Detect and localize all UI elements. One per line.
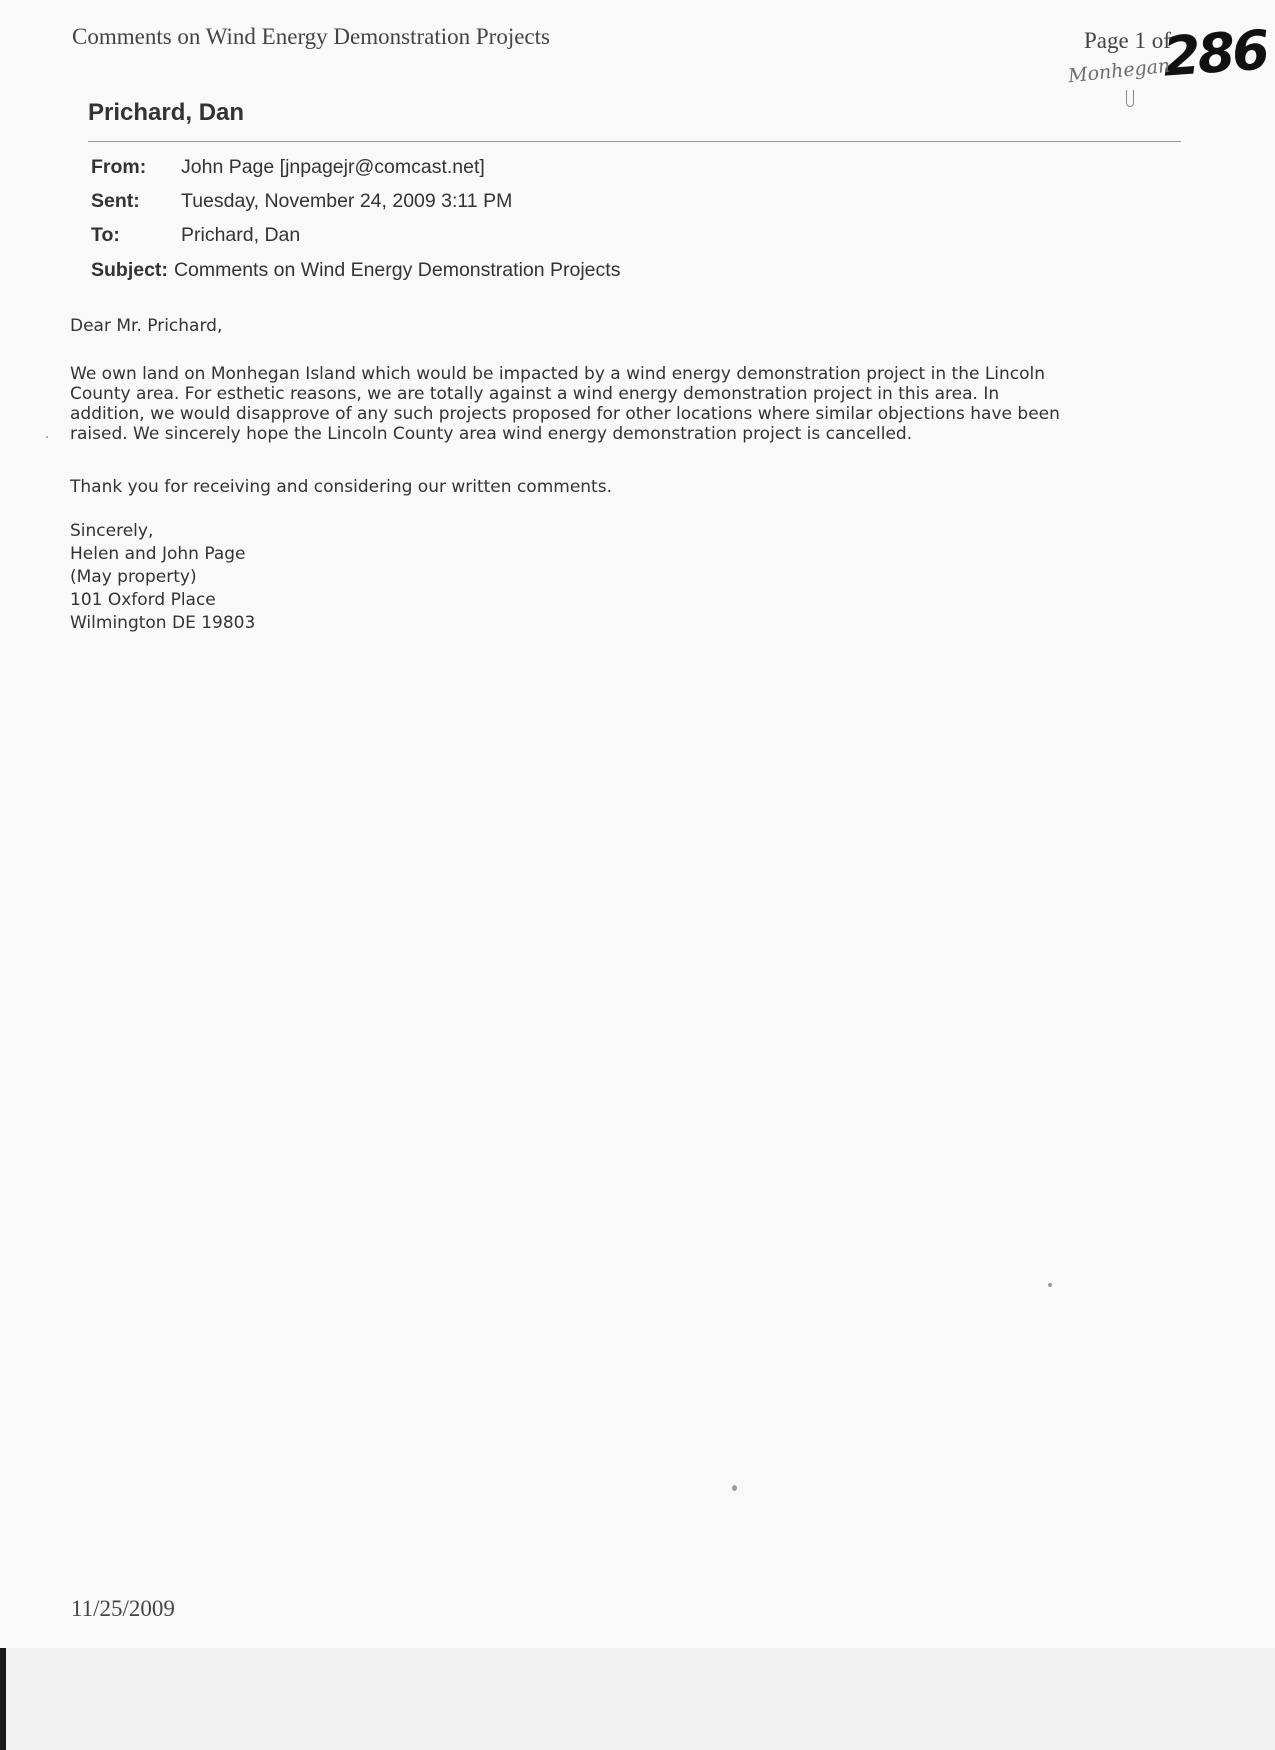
scan-speck <box>1048 1283 1052 1287</box>
scan-margin <box>0 1648 1275 1750</box>
letter-signature <box>70 520 255 635</box>
paragraph-line: raised. We sincerely hope the Lincoln County area wind energy demonstration project is cancelled. <box>70 424 913 444</box>
email-sent-row <box>91 190 512 213</box>
email-subject-row <box>91 259 620 282</box>
letter-greeting: Dear Mr. Prichard, <box>70 316 223 336</box>
subject-label: Subject: <box>91 259 168 281</box>
paragraph-line: County area. For esthetic reasons, we are totally against a wind energy demonstration project in this area. In <box>70 384 1000 404</box>
sent-label: Sent: <box>91 190 140 212</box>
scan-edge-shadow <box>0 1648 6 1750</box>
letter-paragraph <box>70 364 1190 444</box>
handwritten-note: Monhegan <box>1067 54 1172 88</box>
paragraph-line: We own land on Monhegan Island which would be impacted by a wind energy demonstration project in the Lincoln <box>70 364 1046 384</box>
mailbox-owner-name: Prichard, Dan <box>88 99 245 126</box>
scan-speck <box>46 436 48 438</box>
handwriting-stroke <box>1126 90 1134 107</box>
letter-thanks: Thank you for receiving and considering our written comments. <box>70 477 612 497</box>
page-number-label: Page 1 of <box>1084 28 1171 53</box>
paragraph-line: addition, we would disapprove of any such projects proposed for other locations where similar objections have been <box>70 404 1060 424</box>
email-from-row <box>91 156 485 179</box>
scan-speck <box>732 1485 737 1491</box>
subject-value: Comments on Wind Energy Demonstration Projects <box>173 259 621 281</box>
signature-line: 101 Oxford Place <box>70 590 216 610</box>
signature-line: (May property) <box>70 567 197 587</box>
email-to-row <box>91 224 300 247</box>
from-value: John Page [jnpagejr@comcast.net] <box>181 156 485 178</box>
footer-date: 11/25/2009 <box>71 1596 175 1621</box>
handwritten-stamp-number: 286 <box>1160 18 1269 89</box>
signature-line: Wilmington DE 19803 <box>70 613 256 633</box>
signature-line: Helen and John Page <box>70 544 246 564</box>
to-label: To: <box>91 224 120 246</box>
header-divider <box>88 141 1181 142</box>
from-label: From: <box>91 156 147 178</box>
document-header-title: Comments on Wind Energy Demonstration Projects <box>72 24 550 49</box>
sent-value: Tuesday, November 24, 2009 3:11 PM <box>181 190 513 212</box>
signature-line: Sincerely, <box>70 521 154 541</box>
to-value: Prichard, Dan <box>181 224 301 246</box>
